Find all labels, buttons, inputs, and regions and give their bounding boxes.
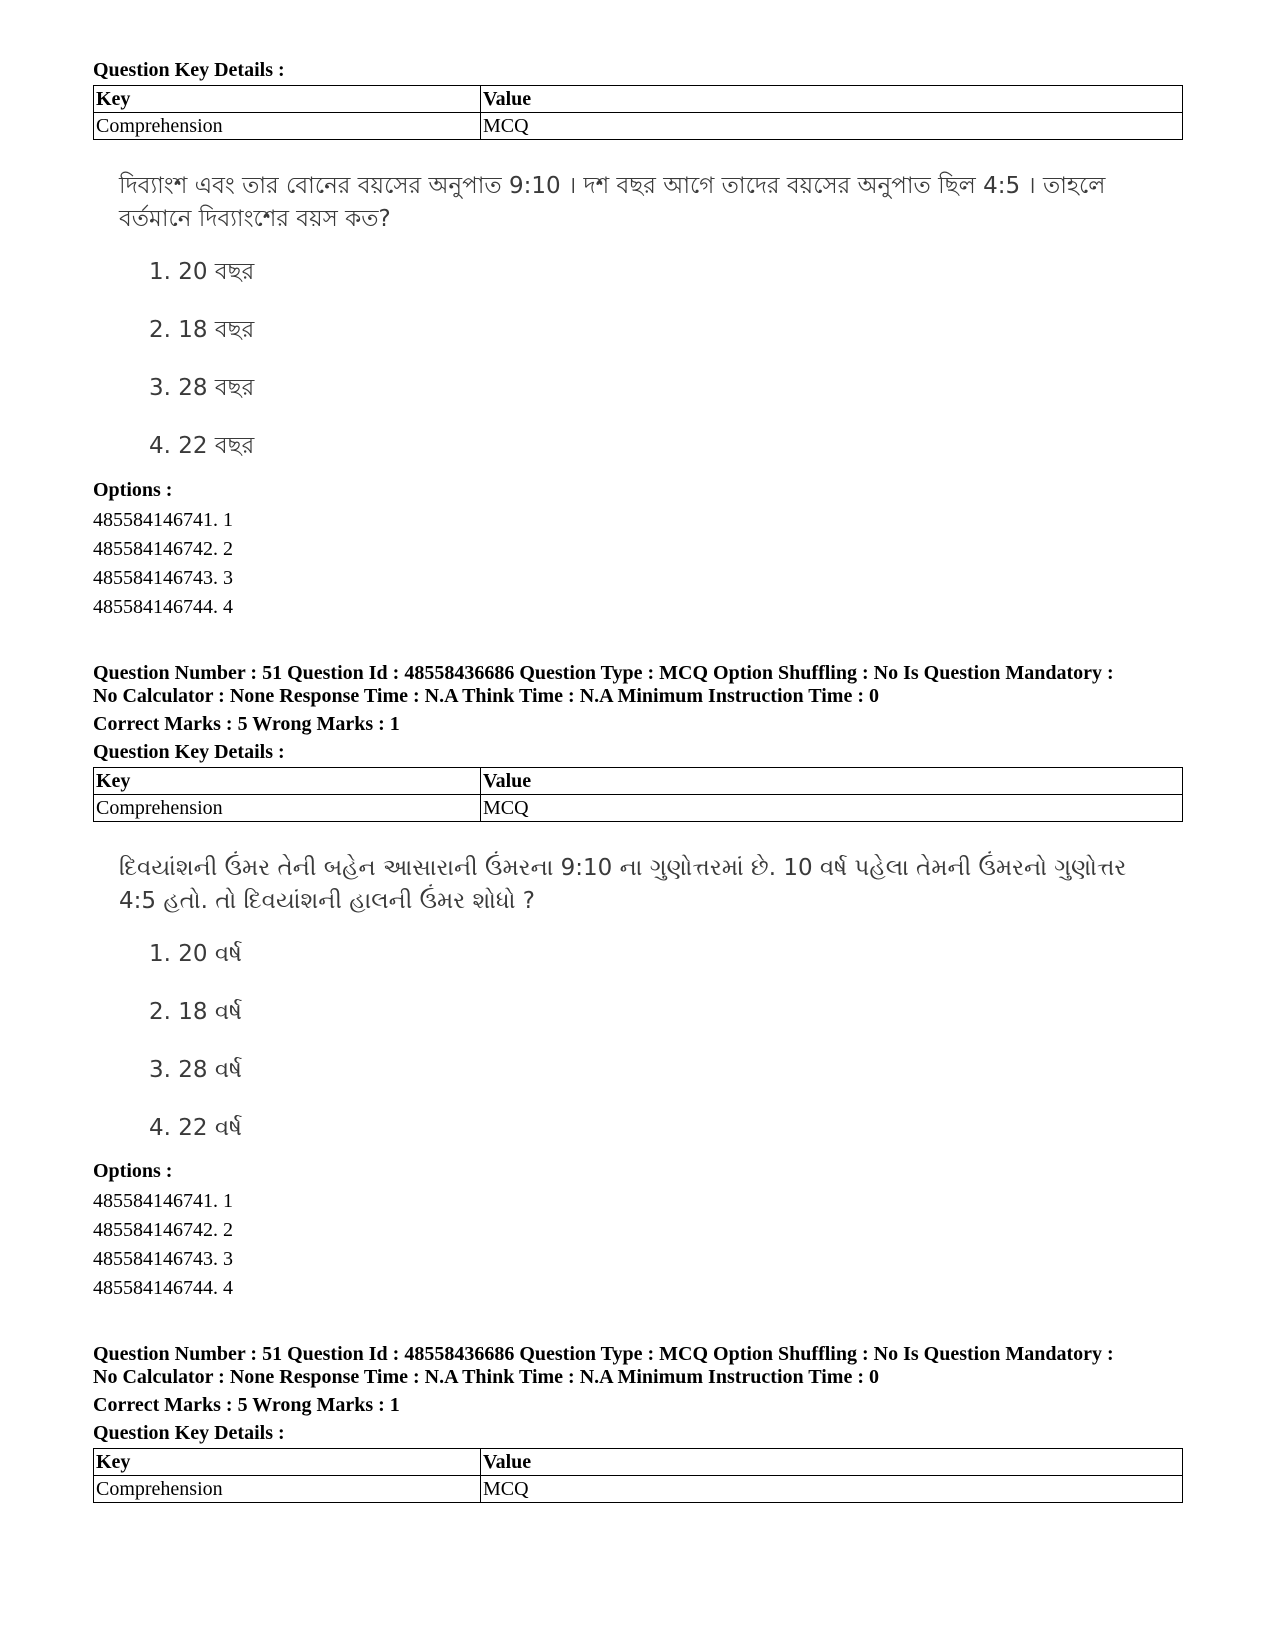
option-id: 485584146742. 2 [93,538,233,560]
marks-line: Correct Marks : 5 Wrong Marks : 1 [93,713,400,735]
key-details-heading: Question Key Details : [93,741,285,763]
question-block-3 [93,1343,1183,1503]
key-details-table [93,1448,1183,1503]
choice-item: 2. 18 বছর [149,317,255,343]
option-id: 485584146743. 3 [93,567,233,589]
key-details-heading: Question Key Details : [93,59,285,81]
question-image-gujarati [119,852,1183,1170]
table-header-row [94,768,1183,795]
choice-item: 4. 22 વર્ષ [149,1115,243,1141]
question-image-bengali [119,170,1183,488]
choice-item: 1. 20 વર્ષ [149,941,243,967]
choice-item: 3. 28 বছর [149,375,255,401]
key-details-table [93,767,1183,822]
choice-list [149,938,1183,1170]
cell-value: MCQ [481,113,1183,140]
question-meta-line-2: No Calculator : None Response Time : N.A Think Time : N.A Minimum Instruction Time : 0 [93,685,879,707]
marks-line: Correct Marks : 5 Wrong Marks : 1 [93,1394,400,1416]
options-list [93,506,1183,622]
key-details-table [93,85,1183,140]
option-id: 485584146743. 3 [93,1248,233,1270]
question-block-1 [93,58,1183,622]
option-id: 485584146744. 4 [93,596,233,618]
question-meta-line-1: Question Number : 51 Question Id : 48558436686 Question Type : MCQ Option Shuffling : No Is Question Mandatory : [93,1343,1114,1365]
question-block-2 [93,662,1183,1303]
header-value: Value [481,1449,1183,1476]
header-value: Value [481,86,1183,113]
question-text: દિવયાંશની ઉંમર તેની બહેન આસારાની ઉંમરના 9:10 ના ગુણોત્તરમાં છે. 10 વર્ષ પહેલા તેમની ઉંમરનો ગુણોત્તર 4:5 હતો. તો દિવયાંશની હાલની ઉંમર શોધો ? [119,855,1127,914]
options-heading: Options : [93,479,173,501]
choice-list [149,256,1183,488]
key-details-heading: Question Key Details : [93,1422,285,1444]
options-heading: Options : [93,1160,173,1182]
header-key: Key [94,768,481,795]
cell-key: Comprehension [94,1476,481,1503]
question-meta-line-2: No Calculator : None Response Time : N.A Think Time : N.A Minimum Instruction Time : 0 [93,1366,879,1388]
cell-key: Comprehension [94,795,481,822]
choice-item: 1. 20 বছর [149,259,255,285]
options-list [93,1187,1183,1303]
table-header-row [94,1449,1183,1476]
option-id: 485584146744. 4 [93,1277,233,1299]
option-id: 485584146741. 1 [93,1190,233,1212]
cell-key: Comprehension [94,113,481,140]
choice-item: 4. 22 বছর [149,433,255,459]
header-key: Key [94,86,481,113]
question-text: দিব্যাংশ এবং তার বোনের বয়সের অনুপাত 9:10 । দশ বছর আগে তাদের বয়সের অনুপাত ছিল 4:5 । তাহলে বর্তমানে দিব্যাংশের বয়স কত? [119,173,1106,232]
table-row [94,795,1183,822]
choice-item: 2. 18 વર્ષ [149,999,243,1025]
table-row [94,113,1183,140]
header-value: Value [481,768,1183,795]
cell-value: MCQ [481,1476,1183,1503]
table-header-row [94,86,1183,113]
question-meta-line-1: Question Number : 51 Question Id : 48558436686 Question Type : MCQ Option Shuffling : No Is Question Mandatory : [93,662,1114,684]
cell-value: MCQ [481,795,1183,822]
option-id: 485584146741. 1 [93,509,233,531]
table-row [94,1476,1183,1503]
header-key: Key [94,1449,481,1476]
option-id: 485584146742. 2 [93,1219,233,1241]
choice-item: 3. 28 વર્ષ [149,1057,243,1083]
document-page [93,58,1183,1503]
